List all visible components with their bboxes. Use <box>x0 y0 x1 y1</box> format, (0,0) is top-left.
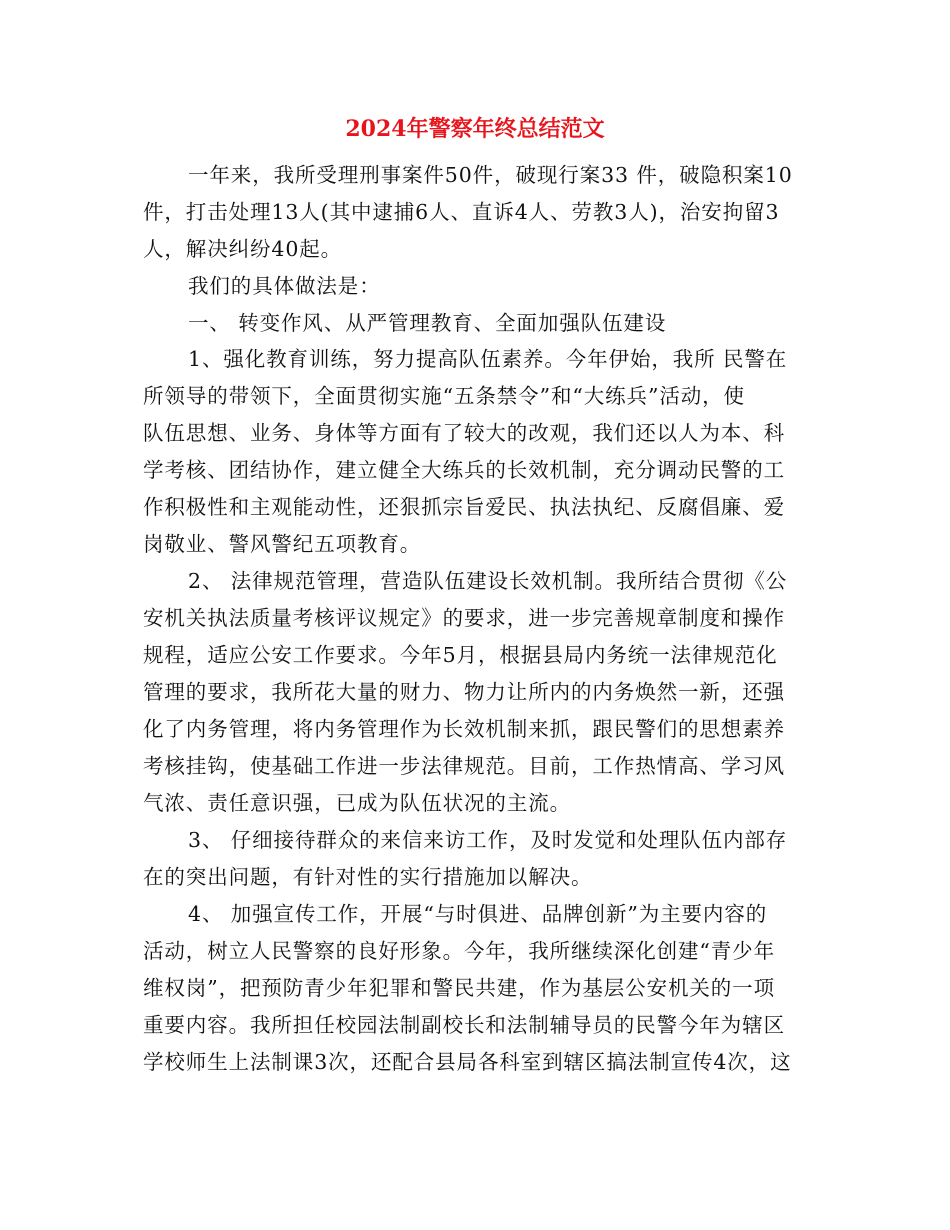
text-line: 管理的要求，我所花大量的财力、物力让所内的内务焕然一新，还强 <box>143 680 785 704</box>
text-line: 考核挂钩，使基础工作进一步法律规范。目前，工作热情高、学习风 <box>143 754 785 778</box>
text-line: 活动，树立人民警察的良好形象。今年，我所继续深化创建“青少年 <box>143 939 775 963</box>
text-line: 作积极性和主观能动性，还狠抓宗旨爱民、执法执纪、反腐倡廉、爱 <box>143 495 785 519</box>
text-line: 维权岗”，把预防青少年犯罪和警民共建，作为基层公安机关的一项 <box>143 976 775 1000</box>
text-line: 一年来，我所受理刑事案件50件，破现行案33 件，破隐积案10 <box>188 163 793 187</box>
text-line: 2、 法律规范管理，营造队伍建设长效机制。我所结合贯彻《公 <box>188 569 788 593</box>
section-heading: 一、 转变作风、从严管理教育、全面加强队伍建设 <box>188 311 667 335</box>
document-title: 2024年警察年终总结范文 <box>345 116 605 142</box>
text-line: 件，打击处理13人(其中逮捕6人、直诉4人、劳教3人)，治安拘留3 <box>143 200 780 224</box>
text-line: 重要内容。我所担任校园法制副校长和法制辅导员的民警今年为辖区 <box>143 1013 785 1037</box>
text-line: 化了内务管理，将内务管理作为长效机制来抓，跟民警们的思想素养 <box>143 717 785 741</box>
text-line: 学校师生上法制课3次，还配合县局各科室到辖区搞法制宣传4次，这 <box>143 1050 792 1074</box>
text-line: 1、强化教育训练，努力提高队伍素养。今年伊始，我所 民警在 <box>188 347 788 371</box>
text-line: 岗敬业、警风警纪五项教育。 <box>143 532 422 556</box>
text-line: 气浓、责任意识强，已成为队伍状况的主流。 <box>143 791 571 815</box>
text-line: 安机关执法质量考核评议规定》的要求，进一步完善规章制度和操作 <box>143 606 785 630</box>
text-line: 规程，适应公安工作要求。今年5月，根据县局内务统一法律规范化 <box>143 643 778 667</box>
text-line: 队伍思想、业务、身体等方面有了较大的改观，我们还以人为本、科 <box>143 421 785 445</box>
text-line: 所领导的带领下，全面贯彻实施“五条禁令”和“大练兵”活动，使 <box>143 384 745 408</box>
text-line: 学考核、团结协作，建立健全大练兵的长效机制，充分调动民警的工 <box>143 458 785 482</box>
text-line: 在的突出问题，有针对性的实行措施加以解决。 <box>143 865 593 889</box>
text-line: 3、 仔细接待群众的来信来访工作，及时发觉和处理队伍内部存 <box>188 828 788 852</box>
text-line: 人，解决纠纷40起。 <box>143 237 343 261</box>
text-line: 我们的具体做法是： <box>188 274 381 298</box>
text-line: 4、 加强宣传工作，开展“与时俱进、品牌创新”为主要内容的 <box>188 902 768 926</box>
